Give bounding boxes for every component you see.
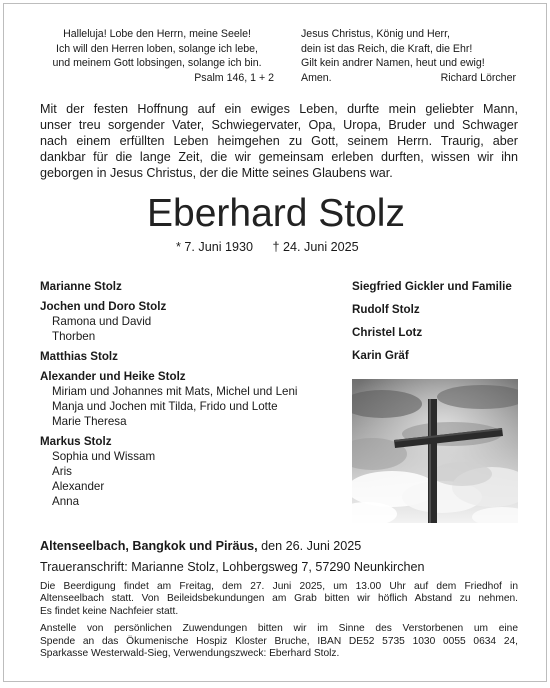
donation-line: Spende an das Ökumenische Hospiz Kloster Bruche, IBAN DE52 5735 1030 0055 0634 24, (40, 635, 518, 647)
family-head: Marianne Stolz (40, 280, 122, 293)
intro-line: geborgen in Jesus Christus, der die Mitte seines Glaubens war. (40, 166, 393, 180)
family-head: Siegfried Gickler und Familie (352, 280, 512, 293)
family-head: Jochen und Doro Stolz (40, 300, 167, 313)
intro-line: nach einem erfüllten Leben heimgehen zu Gott, seinem Herrn. Traurig, aber (40, 134, 518, 148)
donation-line: Anstelle von persönlichen Zuwendungen bitten wir im Sinne des Verstorbenen um eine (40, 623, 518, 635)
funeral-notes (40, 581, 518, 660)
deceased-name: Eberhard Stolz (147, 192, 405, 235)
family-member: Ramona und David (52, 315, 152, 328)
family-head: Karin Gräf (352, 349, 409, 362)
death-date: † 24. Juni 2025 (272, 240, 359, 254)
verse-line: Halleluja! Lobe den Herrn, meine Seele! (63, 28, 251, 40)
intro-line: unser treu sorgender Vater, Schwiegervater, Opa, Uropa, Bruder und Schwager (40, 118, 518, 132)
notice-date: den 26. Juni 2025 (261, 539, 362, 553)
family-member: Marie Theresa (52, 415, 127, 428)
place-and-date (40, 539, 361, 553)
family-head: Christel Lotz (352, 326, 423, 339)
verse-line: Ich will den Herren loben, solange ich lebe, (56, 42, 258, 55)
verse-reference: Psalm 146, 1 + 2 (194, 71, 274, 84)
family-head: Alexander und Heike Stolz (40, 370, 186, 383)
birth-date: * 7. Juni 1930 (176, 240, 254, 254)
intro-line: dankbar für die lange Zeit, die wir gemeinsam erleben durften, wissen wir ihn (40, 150, 518, 164)
family-member: Manja und Jochen mit Tilda, Frido und Lotte (52, 400, 278, 413)
intro-text (40, 101, 518, 181)
family-member: Sophia und Wissam (52, 450, 156, 463)
donation-line: Sparkasse Westerwald-Sieg, Verwendungszweck: Eberhard Stolz. (40, 648, 340, 660)
intro-line: Mit der festen Hoffnung auf ein ewiges Leben, durfte mein geliebter Mann, (40, 102, 518, 116)
cross-icon (352, 379, 518, 523)
hymn-verse (301, 27, 516, 85)
family-head: Markus Stolz (40, 435, 112, 448)
family-list-left (40, 279, 298, 509)
family-member: Anna (52, 495, 80, 508)
verse-line: dein ist das Reich, die Kraft, die Ehr! (301, 42, 473, 55)
cross-photo (352, 379, 518, 523)
family-list-right (352, 279, 512, 371)
verse-line: und meinem Gott lobsingen, solange ich bin. (52, 57, 262, 70)
family-member: Alexander (52, 480, 105, 493)
family-head: Matthias Stolz (40, 350, 118, 363)
note-line: Die Beerdigung findet am Freitag, dem 27. Juni 2025, um 13.00 Uhr auf dem Friedhof in (40, 581, 518, 592)
note-line: Altenseelbach statt. Von Beileidsbekundungen am Grab bitten wir höflich Abstand zu nehmen. (40, 593, 518, 605)
note-line: Es findet keine Nachfeier statt. (40, 605, 179, 617)
mourning-address: Traueranschrift: Marianne Stolz, Lohbergsweg 7, 57290 Neunkirchen (40, 560, 425, 574)
locations: Altenseelbach, Bangkok und Piräus, (40, 539, 258, 553)
family-member: Thorben (52, 330, 96, 343)
family-member: Miriam und Johannes mit Mats, Michel und Leni (52, 385, 298, 398)
verse-line: Jesus Christus, König und Herr, (301, 28, 450, 40)
psalm-verse (40, 27, 274, 85)
obituary-card (3, 3, 547, 682)
family-member: Aris (52, 465, 72, 478)
family-head: Rudolf Stolz (352, 303, 420, 316)
life-dates (176, 240, 375, 254)
verse-author: Richard Lörcher (440, 71, 516, 84)
verse-line: Gilt kein andrer Namen, heut und ewig! (301, 57, 485, 70)
verse-amen: Amen. (301, 71, 332, 84)
